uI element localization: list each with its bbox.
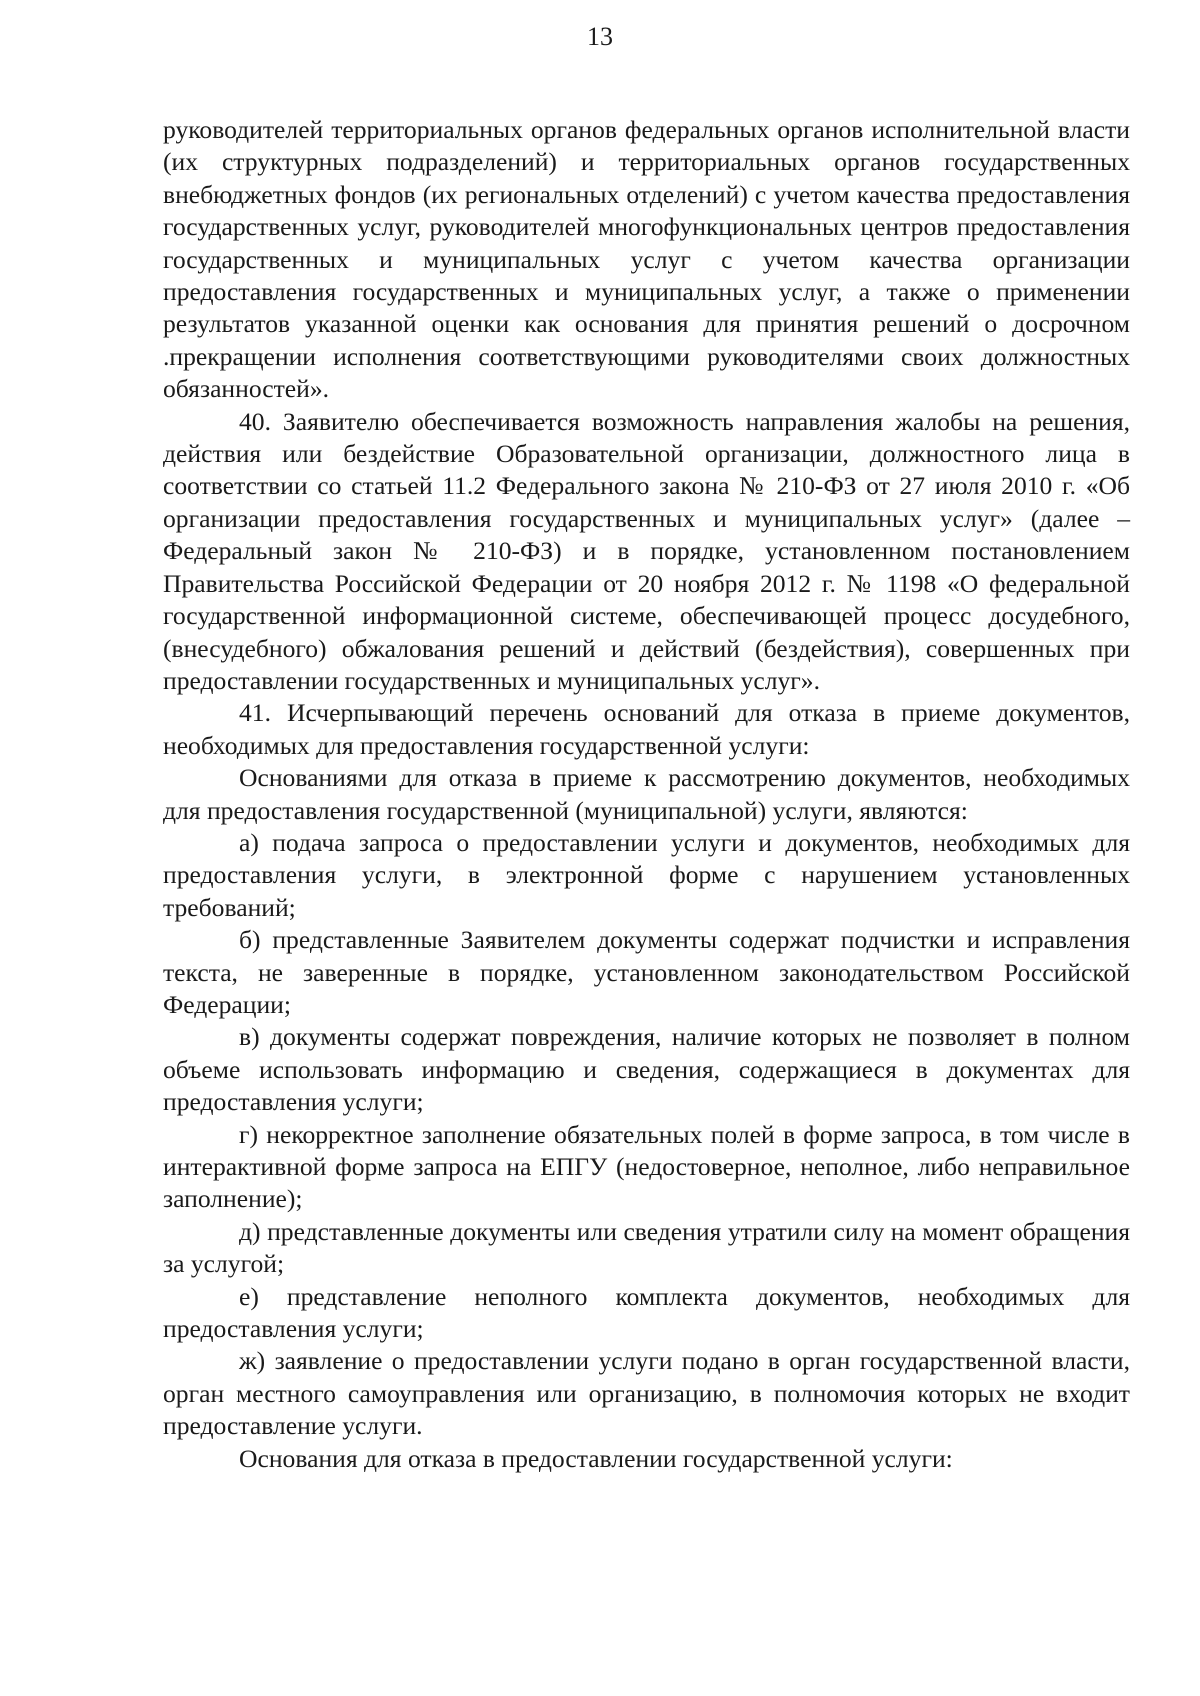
list-item-a: а) подача запроса о предоставлении услуги и документов, необходимых для предоставления услуги, в электронной форме с нарушением установленных требований; [163, 827, 1130, 922]
paragraph-continuation: руководителей территориальных органов федеральных органов исполнительной власти (их структурных подразделений) и территориальных органов государственных внебюджетных фондов (их региональных отделений) с учетом качества предоставления государственных услуг, руководителей многофункциональных центров предоставления государственных и муниципальных услуг с учетом качества организации предоставления государственных и муниципальных услуг, а также о применении результатов указанной оценки как основания для принятия решений о досрочном .прекращении исполнения соответствующими руководителями своих должностных обязанностей». [163, 115, 1130, 404]
list-item-zh: ж) заявление о предоставлении услуги подано в орган государственной власти, орган местного самоуправления или организацию, в полномочия которых не входит предоставление услуги. [163, 1346, 1130, 1441]
paragraph-grounds-intro: Основаниями для отказа в приеме к рассмотрению документов, необходимых для предоставления государственной (муниципальной) услуги, являются: [163, 763, 1130, 825]
list-item-v: в) документы содержат повреждения, наличие которых не позволяет в полном объеме использовать информацию и сведения, содержащиеся в документах для предоставления услуги; [163, 1022, 1130, 1117]
list-item-e: е) представление неполного комплекта документов, необходимых для предоставления услуги; [163, 1281, 1130, 1344]
paragraph-41: 41. Исчерпывающий перечень оснований для отказа в приеме документов, необходимых для предоставления государственной услуги: [163, 698, 1130, 760]
list-item-b: б) представленные Заявителем документы содержат подчистки и исправления текста, не заверенные в порядке, установленном законодательством Российской Федерации; [163, 925, 1130, 1019]
paragraph-refusal-grounds: Основания для отказа в предоставлении государственной услуги: [239, 1443, 953, 1473]
paragraph-40: 40. Заявителю обеспечивается возможность направления жалобы на решения, действия или бездействие Образовательной организации, должностного лица в соответствии со статьей 11.2 Федерального закона № 210-ФЗ от 27 июля 2010 г. «Об организации предоставления государственных и муниципальных услуг» (далее – Федеральный закон № 210-ФЗ) и в порядке, установленном постановлением Правительства Российской Федерации от 20 ноября 2012 г. № 1198 «О федеральной государственной информационной системе, обеспечивающей процесс досудебного, (внесудебного) обжалования решений и действий (бездействия), совершенных при предоставлении государственных и муниципальных услуг». [163, 406, 1130, 695]
list-item-g: г) некорректное заполнение обязательных полей в форме запроса, в том числе в интерактивной форме запроса на ЕПГУ (недостоверное, неполное, либо неправильное заполнение); [163, 1119, 1130, 1214]
list-item-d: д) представленные документы или сведения утратили силу на момент обращения за услугой; [163, 1216, 1130, 1279]
page-number: 13 [587, 22, 613, 51]
document-body [163, 114, 1130, 1475]
